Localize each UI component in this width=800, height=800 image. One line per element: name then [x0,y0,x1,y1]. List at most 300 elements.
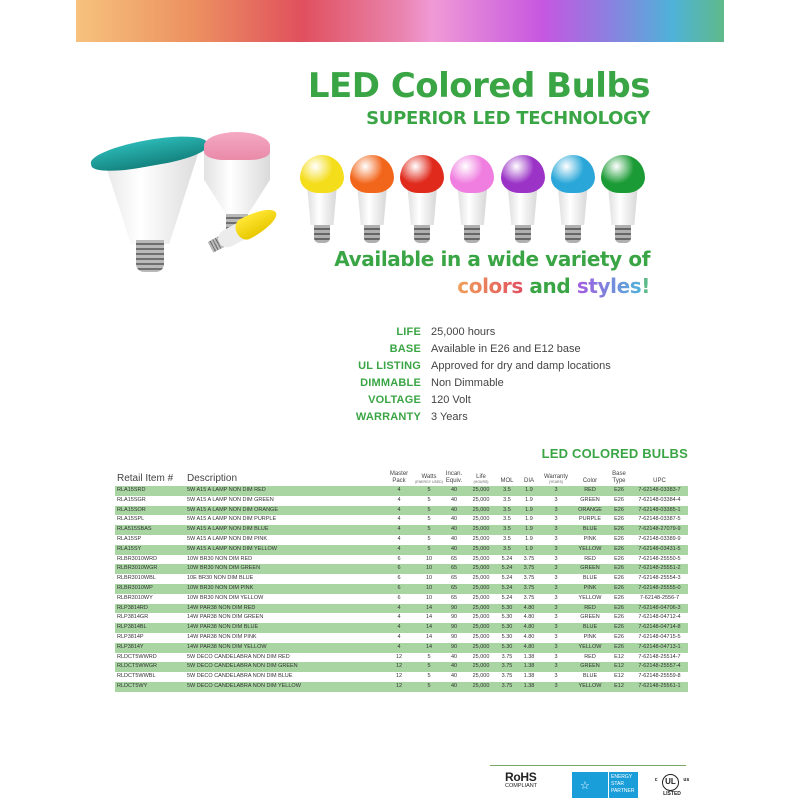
cell-item: RLDCT5WY [117,682,148,689]
cell-desc: 14W PAR38 NON DIM PINK [187,633,257,640]
spec-label: DIMMABLE [360,376,421,389]
cell-color: ORANGE [578,506,602,513]
cell-warranty: 3 [554,624,558,631]
cell-upc: 7-62148-25559-8 [638,673,681,680]
cell-life: 25,000 [472,584,490,591]
col-watts: Watts (ENERGY USED) [415,473,443,484]
cell-pack: 6 [397,594,401,601]
col-mol: MOL [500,477,514,484]
cell-warranty: 3 [554,673,558,680]
cell-life: 25,000 [472,604,490,611]
cell-incan: 40 [450,673,458,680]
table-row [115,653,688,663]
cell-dia: 1.38 [523,673,535,680]
cell-base: E26 [614,565,624,572]
cell-pack: 6 [397,575,401,582]
cell-pack: 4 [397,604,401,611]
cell-item: RLDCT5WWRD [117,653,157,660]
cell-upc: 7-62148-04712-4 [638,614,681,621]
cell-warranty: 3 [554,682,558,689]
cell-dia: 3.75 [523,584,535,591]
cell-mol: 3.75 [501,663,513,670]
cell-upc: 7-62148-03387-5 [638,516,681,523]
table-title: LED COLORED BULBS [541,446,688,461]
table-body [115,486,688,692]
cell-warranty: 3 [554,575,558,582]
cell-watts: 10 [425,575,433,582]
cell-base: E26 [614,506,624,513]
ul-icon: UL [662,774,679,791]
cell-warranty: 3 [554,526,558,533]
cell-pack: 6 [397,584,401,591]
cell-life: 25,000 [472,624,490,631]
cell-watts: 5 [427,506,431,513]
table-row [115,555,688,565]
cell-warranty: 3 [554,545,558,552]
cell-warranty: 3 [554,487,558,493]
table-row [115,574,688,584]
cell-item: RLP3814GR [117,614,149,621]
a19-bulb-lineup [300,155,645,245]
cell-pack: 6 [397,565,401,572]
cell-upc: 7-62148-03383-7 [638,487,681,493]
cell-dia: 4.80 [523,633,535,640]
cell-upc: 7-62148-25554-3 [638,575,681,582]
cell-incan: 90 [450,624,458,631]
cell-mol: 3.75 [501,673,513,680]
table-row [115,486,688,496]
cell-item: RLA15SRD [117,487,146,493]
cell-dia: 1.9 [525,535,533,542]
cell-upc: 7-62148-25555-0 [638,584,681,591]
spec-value: 3 Years [431,410,468,423]
cell-life: 25,000 [472,565,490,572]
cell-base: E26 [614,584,624,591]
cell-item: RLA15SY [117,545,142,552]
cell-life: 25,000 [472,487,490,493]
cell-warranty: 3 [554,643,558,650]
table-row [115,496,688,506]
spec-label: WARRANTY [355,410,421,423]
cell-incan: 40 [450,487,458,493]
cell-item: RLP3814Y [117,643,144,650]
cell-desc: 10W BR30 NON DIM GREEN [187,565,261,572]
cell-watts: 5 [427,663,431,670]
cell-dia: 4.80 [523,614,535,621]
cell-dia: 3.75 [523,555,535,562]
spec-value: Approved for dry and damp locations [431,359,611,372]
cell-mol: 5.24 [501,555,513,562]
cell-pack: 12 [395,682,403,689]
cell-watts: 14 [425,604,433,611]
cell-base: E26 [614,535,624,542]
cell-life: 25,000 [472,506,490,513]
cell-dia: 3.75 [523,575,535,582]
cell-color: YELLOW [578,594,602,601]
cell-base: E26 [614,633,624,640]
spec-label: LIFE [396,325,421,338]
spec-row-base [330,340,611,357]
cell-desc: 5W DECO CANDELABRA NON DIM GREEN [187,663,298,670]
cell-upc: 7-62148-04706-3 [638,604,681,611]
cell-incan: 65 [450,565,458,572]
cell-life: 25,000 [472,663,490,670]
col-color: Color [582,477,598,484]
cell-base: E12 [614,653,624,660]
cell-pack: 4 [397,516,401,523]
a19-bulb-red [400,155,444,245]
cell-upc: 7-62148-03389-9 [638,535,681,542]
cell-dia: 1.9 [525,487,533,493]
cell-warranty: 3 [554,633,558,640]
rohs-logo: RoHS COMPLIANT [505,770,538,789]
cell-upc: 7-62148-03384-4 [638,496,681,503]
cell-watts: 10 [425,565,433,572]
cell-incan: 90 [450,614,458,621]
cell-base: E26 [614,594,624,601]
cell-warranty: 3 [554,584,558,591]
cell-mol: 3.75 [501,653,513,660]
cell-life: 25,000 [472,496,490,503]
cell-desc: 14W PAR38 NON DIM YELLOW [187,643,267,650]
table-header [115,466,688,486]
cell-pack: 12 [395,653,403,660]
cell-dia: 1.9 [525,496,533,503]
cell-desc: 5W A15 A LAMP NON DIM ORANGE [187,506,278,513]
cell-pack: 4 [397,643,401,650]
cell-dia: 1.38 [523,653,535,660]
cell-desc: 14W PAR38 NON DIM BLUE [187,624,259,631]
cell-color: YELLOW [578,682,602,689]
cell-incan: 90 [450,633,458,640]
cell-watts: 5 [427,535,431,542]
cell-upc: 7-62148-25550-5 [638,555,681,562]
cell-color: YELLOW [578,643,602,650]
cell-desc: 5W DECO CANDELABRA NON DIM RED [187,653,290,660]
cell-pack: 4 [397,535,401,542]
spec-value: 120 Volt [431,393,471,406]
spec-label: UL LISTING [358,359,421,372]
cell-upc: 7-62148-2556-7 [639,594,680,601]
cell-mol: 3.5 [503,506,511,513]
cell-upc: 7-62148-25561-1 [638,682,681,689]
cell-mol: 5.30 [501,614,513,621]
tagline-line1: Available in a wide variety of [334,247,650,271]
cell-item: RLA15SOR [117,506,146,513]
cell-mol: 3.5 [503,526,511,533]
cell-base: E26 [614,545,624,552]
cell-item: RLDCT5WWBL [117,673,156,680]
spec-row-life [330,323,611,340]
cell-upc: 7-62148-27079-9 [638,526,681,533]
table-row [115,682,688,692]
page-title: LED Colored Bulbs [307,66,650,106]
a19-bulb-pink [450,155,494,245]
cell-desc: 5W A15 A LAMP NON DIM YELLOW [187,545,277,552]
cell-color: RED [584,555,596,562]
col-upc: UPC [653,477,666,484]
cell-base: E26 [614,516,624,523]
cell-color: BLUE [582,673,598,680]
cell-base: E26 [614,575,624,582]
cell-dia: 4.80 [523,643,535,650]
cell-pack: 4 [397,496,401,503]
cell-watts: 10 [425,555,433,562]
cell-warranty: 3 [554,555,558,562]
table-row [115,672,688,682]
col-life: Life (HOURS) [473,473,489,484]
cell-mol: 5.30 [501,604,513,611]
cell-upc: 7-62148-03385-1 [638,506,681,513]
cell-watts: 14 [425,633,433,640]
cell-life: 25,000 [472,643,490,650]
cell-life: 25,000 [472,594,490,601]
cell-item: RLDCT5WWGR [117,663,158,670]
cell-warranty: 3 [554,496,558,503]
cell-base: E26 [614,496,624,503]
cell-watts: 5 [427,526,431,533]
col-incan-equiv: Incan. Equiv. [445,471,463,484]
cell-incan: 40 [450,545,458,552]
cell-pack: 4 [397,506,401,513]
col-master-pack: Master Pack [389,471,409,484]
cell-desc: 5W DECO CANDELABRA NON DIM BLUE [187,673,293,680]
cell-life: 25,000 [472,575,490,582]
cell-upc: 7-62148-04715-5 [638,633,681,640]
table-row [115,515,688,525]
a19-bulb-purple [501,155,545,245]
cell-mol: 3.5 [503,545,511,552]
cell-desc: 5W A15 A LAMP NON DIM BLUE [187,526,269,533]
cell-base: E26 [614,643,624,650]
cell-watts: 5 [427,682,431,689]
spec-row-warranty [330,408,611,425]
a19-bulb-yellow [300,155,344,245]
spec-label: VOLTAGE [368,393,421,406]
cell-pack: 4 [397,487,401,493]
cell-life: 25,000 [472,555,490,562]
col-description: Description [187,472,238,484]
cell-mol: 5.24 [501,575,513,582]
spec-value: 25,000 hours [431,325,496,338]
cell-base: E12 [614,663,624,670]
cell-color: RED [584,487,596,493]
cell-mol: 3.5 [503,535,511,542]
cell-base: E26 [614,555,624,562]
footer-divider [490,765,686,766]
table-row [115,633,688,643]
cell-desc: 14W PAR38 NON DIM RED [187,604,256,611]
cell-mol: 3.5 [503,496,511,503]
cell-watts: 5 [427,653,431,660]
cell-color: BLUE [582,624,598,631]
cell-pack: 4 [397,545,401,552]
cell-dia: 1.38 [523,663,535,670]
cell-dia: 4.80 [523,604,535,611]
cell-incan: 40 [450,663,458,670]
cell-incan: 65 [450,555,458,562]
cell-color: GREEN [580,565,600,572]
table-row [115,506,688,516]
table-row [115,623,688,633]
cell-desc: 10W BR30 NON DIM YELLOW [187,594,264,601]
table-row [115,662,688,672]
cell-color: BLUE [582,526,598,533]
cell-mol: 3.5 [503,487,511,493]
cell-incan: 90 [450,643,458,650]
table-row [115,535,688,545]
cell-dia: 4.80 [523,624,535,631]
cell-item: RLP3814P [117,633,144,640]
cell-watts: 5 [427,673,431,680]
cell-warranty: 3 [554,506,558,513]
cell-pack: 6 [397,555,401,562]
cell-watts: 10 [425,584,433,591]
ul-listed-logo: c UL us LISTED [652,771,692,799]
cell-warranty: 3 [554,653,558,660]
spec-row-dimmable [330,374,611,391]
cell-desc: 14W PAR38 NON DIM GREEN [187,614,264,621]
cell-desc: 5W DECO CANDELABRA NON DIM YELLOW [187,682,301,689]
cell-incan: 40 [450,516,458,523]
cell-desc: 10E BR30 NON DIM BLUE [187,575,254,582]
a19-bulb-orange [350,155,394,245]
cell-upc: 7-62148-25514-7 [638,653,681,660]
spec-row-ul-listing [330,357,611,374]
cell-incan: 40 [450,506,458,513]
a19-bulb-green [601,155,645,245]
cell-color: BLUE [582,575,598,582]
col-base-type: Base Type [612,471,626,484]
table-row [115,594,688,604]
cell-color: RED [584,653,596,660]
spec-label: BASE [389,342,421,355]
spec-row-voltage [330,391,611,408]
cell-base: E12 [614,673,624,680]
table-row [115,584,688,594]
cell-base: E26 [614,624,624,631]
cell-life: 25,000 [472,653,490,660]
cell-item: RLA15SPL [117,516,145,523]
cell-watts: 5 [427,516,431,523]
spec-value: Non Dimmable [431,376,504,389]
cell-upc: 7-62148-03431-5 [638,545,681,552]
cell-pack: 12 [395,673,403,680]
cell-dia: 3.75 [523,565,535,572]
cell-mol: 5.24 [501,594,513,601]
table-row [115,613,688,623]
cell-upc: 7-62148-25557-4 [638,663,681,670]
cell-life: 25,000 [472,535,490,542]
cell-watts: 14 [425,624,433,631]
cell-life: 25,000 [472,526,490,533]
cell-base: E26 [614,487,624,493]
col-item: Retail Item # [117,472,174,484]
cell-incan: 65 [450,594,458,601]
cell-mol: 5.24 [501,565,513,572]
cell-color: GREEN [580,614,600,621]
cell-color: GREEN [580,663,600,670]
cell-item: RLA15SP [117,535,142,542]
cell-base: E12 [614,682,624,689]
energy-star-logo: ☆ ENERGY STAR PARTNER [572,772,638,798]
cell-item: RLBR3010WP [117,584,153,591]
cell-item: RLBR3010WRD [117,555,158,562]
cell-color: YELLOW [578,545,602,552]
cell-base: E26 [614,604,624,611]
cell-dia: 3.75 [523,594,535,601]
cell-watts: 14 [425,643,433,650]
cell-pack: 12 [395,663,403,670]
cell-base: E26 [614,526,624,533]
cell-dia: 1.9 [525,516,533,523]
par38-bulb-image [90,140,210,280]
cell-pack: 4 [397,614,401,621]
cell-desc: 10W BR30 NON DIM RED [187,555,253,562]
cell-item: RLA15SGR [117,496,146,503]
cell-dia: 1.38 [523,682,535,689]
cell-warranty: 3 [554,614,558,621]
cell-warranty: 3 [554,516,558,523]
energy-star-icon: ☆ [572,772,608,798]
rainbow-header-bar [76,0,724,42]
cell-mol: 5.30 [501,624,513,631]
cell-incan: 40 [450,496,458,503]
col-warranty: Warranty (YEARS) [543,473,569,484]
cell-mol: 3.75 [501,682,513,689]
cell-item: RLBR3010WBL [117,575,156,582]
cell-life: 25,000 [472,673,490,680]
cell-desc: 5W A15 A LAMP NON DIM PURPLE [187,516,277,523]
cell-incan: 40 [450,526,458,533]
cell-pack: 4 [397,526,401,533]
cell-watts: 14 [425,614,433,621]
table-row [115,604,688,614]
cell-desc: 10W BR30 NON DIM PINK [187,584,254,591]
cell-warranty: 3 [554,535,558,542]
cell-warranty: 3 [554,565,558,572]
cell-dia: 1.9 [525,545,533,552]
cell-incan: 40 [450,535,458,542]
cell-incan: 65 [450,584,458,591]
cell-upc: 7-62148-25551-2 [638,565,681,572]
a19-bulb-blue [551,155,595,245]
page-subtitle: SUPERIOR LED TECHNOLOGY [366,108,650,129]
cell-watts: 5 [427,545,431,552]
cell-life: 25,000 [472,682,490,689]
table-row [115,525,688,535]
tagline [334,246,650,300]
cell-mol: 3.5 [503,516,511,523]
cell-incan: 40 [450,653,458,660]
cell-dia: 1.9 [525,526,533,533]
cell-incan: 65 [450,575,458,582]
spec-list [330,323,611,425]
cell-life: 25,000 [472,516,490,523]
col-dia: DIA [523,477,534,484]
cell-upc: 7-62148-04713-1 [638,643,681,650]
cell-warranty: 3 [554,594,558,601]
cell-desc: 5W A15 A LAMP NON DIM PINK [187,535,267,542]
cell-color: PINK [583,633,597,640]
cell-incan: 90 [450,604,458,611]
cell-life: 25,000 [472,614,490,621]
cell-color: PINK [583,584,597,591]
table-row [115,643,688,653]
cell-warranty: 3 [554,604,558,611]
cell-life: 25,000 [472,633,490,640]
spec-value: Available in E26 and E12 base [431,342,581,355]
